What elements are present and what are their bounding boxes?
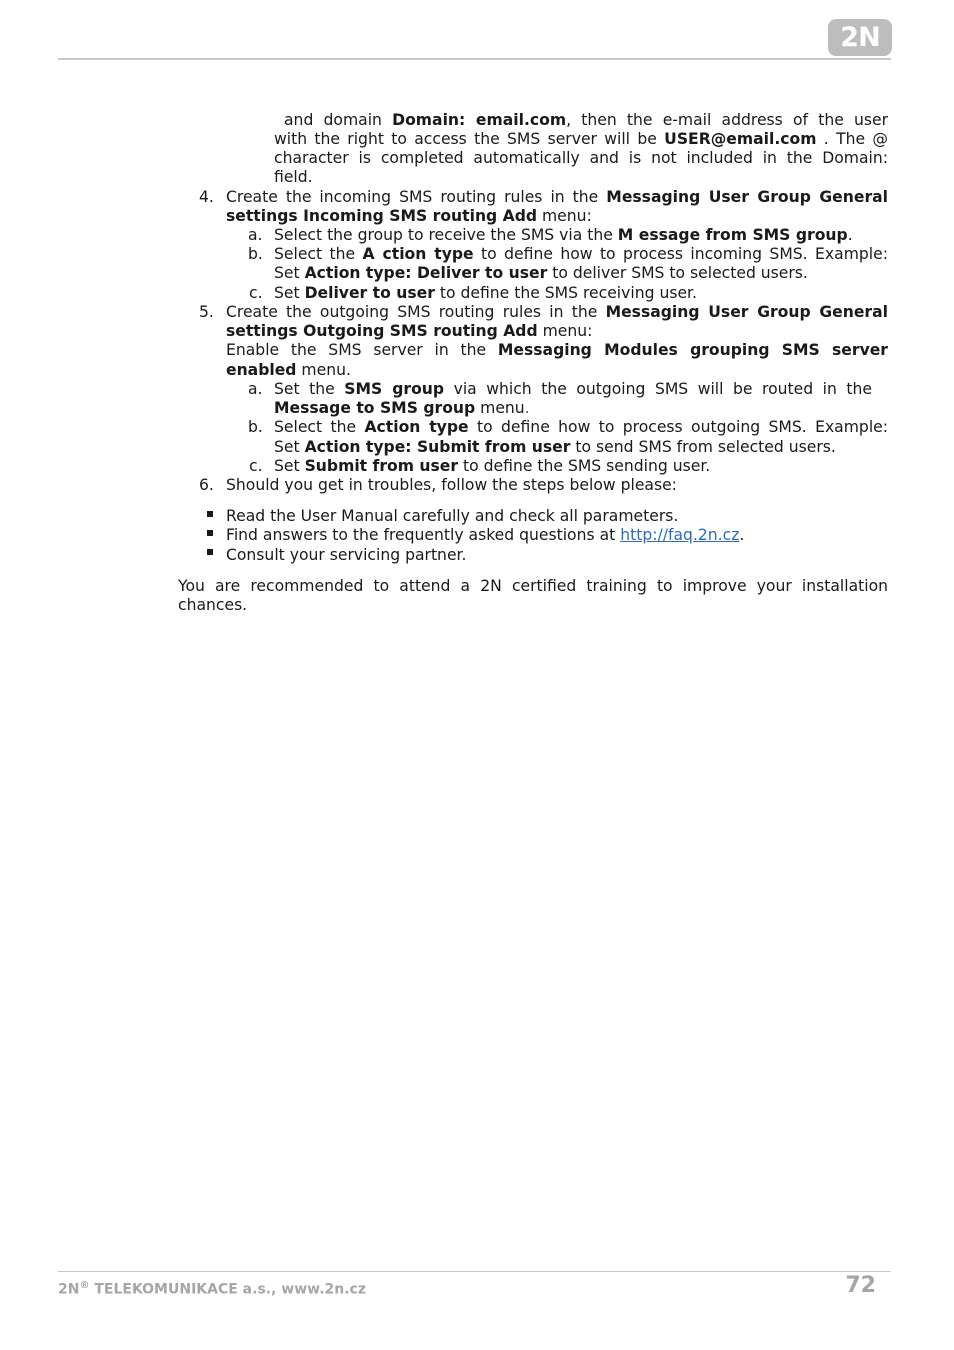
bullet-item-2: Find answers to the frequently asked questions at http://faq.2n.cz. [226, 526, 745, 544]
recommendation-line-1: You are recommended to attend a 2N certified training to improve your installation [178, 577, 888, 595]
step-4a-label: a. [248, 226, 263, 244]
page-number: 72 [845, 1273, 876, 1298]
bullet-item-1: Read the User Manual carefully and check all parameters. [226, 507, 679, 525]
step-5-line-3: Enable the SMS server in the Messaging Modules grouping SMS server [226, 341, 888, 359]
step-4c-label: c. [249, 284, 263, 302]
2n-logo: 2N [828, 19, 892, 56]
step-4-line-1: Create the incoming SMS routing rules in the Messaging User Group General [226, 188, 888, 206]
step-5c-label: c. [249, 457, 263, 475]
recommendation-line-2: chances. [178, 596, 248, 614]
bullet-square-icon [207, 511, 213, 517]
intro-line-2: with the right to access the SMS server will be USER@email.com . The @ [274, 130, 888, 148]
step-5a-line-1: Set the SMS group via which the outgoing SMS will be routed in the [274, 380, 872, 398]
step-4-line-2: settings Incoming SMS routing Add menu: [226, 207, 592, 225]
step-4a-text: Select the group to receive the SMS via the M essage from SMS group. [274, 226, 853, 244]
step-5a-line-2: Message to SMS group menu. [274, 399, 530, 417]
step-4c-text: Set Deliver to user to define the SMS receiving user. [274, 284, 697, 302]
bullet-item-3: Consult your servicing partner. [226, 546, 467, 564]
step-5-line-1: Create the outgoing SMS routing rules in the Messaging User Group General [226, 303, 888, 321]
bullet-square-icon [207, 549, 213, 555]
step-5b-label: b. [248, 418, 263, 436]
step-5c-text: Set Submit from user to define the SMS sending user. [274, 457, 711, 475]
step-6-text: Should you get in troubles, follow the steps below please: [226, 476, 677, 494]
intro-line-4: field. [274, 168, 313, 186]
step-4b-label: b. [248, 245, 263, 263]
step-5-line-2: settings Outgoing SMS routing Add menu: [226, 322, 593, 340]
step-6-number: 6. [199, 476, 214, 494]
footer-company: 2N® TELEKOMUNIKACE a.s., www.2n.cz [58, 1280, 366, 1298]
step-5-number: 5. [199, 303, 214, 321]
header-rule [58, 58, 891, 60]
faq-link[interactable]: http://faq.2n.cz [620, 526, 740, 544]
step-4b-line-1: Select the A ction type to define how to process incoming SMS. Example: [274, 245, 888, 263]
step-4-number: 4. [199, 188, 214, 206]
step-5b-line-1: Select the Action type to define how to process outgoing SMS. Example: [274, 418, 888, 436]
step-5b-line-2: Set Action type: Submit from user to send SMS from selected users. [274, 438, 836, 456]
intro-line-3: character is completed automatically and is not included in the Domain: [274, 149, 888, 167]
step-4b-line-2: Set Action type: Deliver to user to deliver SMS to selected users. [274, 264, 808, 282]
intro-line-1: and domain Domain: email.com, then the e-mail address of the user [284, 111, 889, 129]
step-5a-label: a. [248, 380, 263, 398]
bullet-square-icon [207, 530, 213, 536]
footer-rule [58, 1271, 891, 1272]
step-5-line-4: enabled menu. [226, 361, 351, 379]
